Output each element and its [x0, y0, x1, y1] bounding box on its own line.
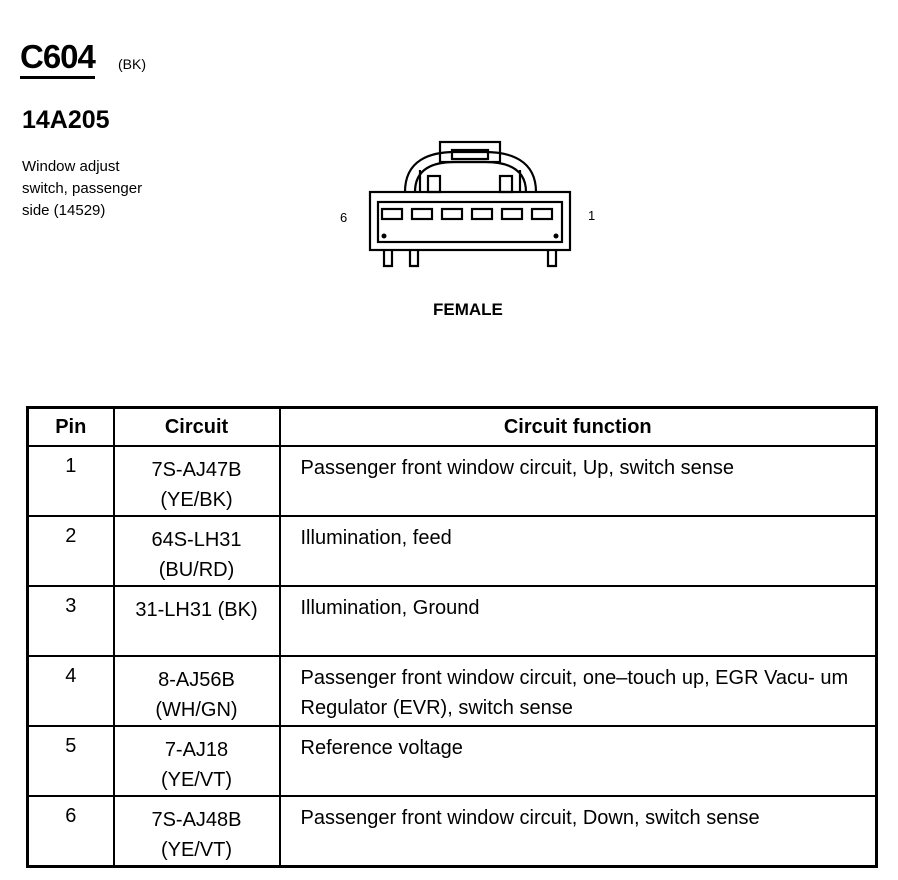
table-row	[28, 796, 877, 867]
circuit-cell	[114, 516, 280, 586]
header-circuit: Circuit	[114, 408, 280, 447]
table-row	[28, 586, 877, 656]
circuit-cell	[114, 656, 280, 726]
function-cell: Passenger front window circuit, Down, switch sense	[280, 796, 877, 867]
circuit-cell	[114, 586, 280, 656]
function-cell: Reference voltage	[280, 726, 877, 796]
connector-id: C604	[20, 38, 95, 79]
function-cell: Illumination, Ground	[280, 586, 877, 656]
pin-cell: 2	[28, 516, 114, 586]
description-line: switch, passenger	[22, 180, 143, 197]
circuit-cell	[114, 446, 280, 516]
pin-cell: 6	[28, 796, 114, 867]
circuit-code: 64S-LH31	[151, 529, 242, 551]
table-row	[28, 656, 877, 726]
function-cell: Passenger front window circuit, Up, switch sense	[280, 446, 877, 516]
circuit-color: (YE/BK)	[160, 489, 233, 511]
pinout-table	[26, 406, 878, 868]
pin-6-label: 6	[340, 210, 348, 225]
connector-face-diagram	[360, 140, 580, 270]
description-line: side (14529)	[22, 202, 106, 219]
connector-description	[22, 156, 142, 222]
circuit-cell	[114, 726, 280, 796]
circuit-code: 31-LH31 (BK)	[135, 599, 258, 621]
circuit-color: (YE/VT)	[160, 839, 233, 861]
table-header-row	[28, 408, 877, 447]
function-cell: Passenger front window circuit, one–touch up, EGR Vacu- um Regulator (EVR), switch sense	[280, 656, 877, 726]
connector-gender: FEMALE	[433, 300, 503, 319]
pin-cell: 5	[28, 726, 114, 796]
pin-cell: 4	[28, 656, 114, 726]
pin-1-label: 1	[588, 208, 596, 223]
circuit-code: 7S-AJ47B	[151, 459, 242, 481]
table-row	[28, 446, 877, 516]
table-row	[28, 726, 877, 796]
function-cell: Illumination, feed	[280, 516, 877, 586]
description-line: Window adjust	[22, 158, 120, 175]
pin-cell: 3	[28, 586, 114, 656]
part-number: 14A205	[22, 106, 110, 134]
circuit-code: 7-AJ18	[164, 739, 229, 761]
circuit-cell	[114, 796, 280, 867]
header-circuit-function: Circuit function	[280, 408, 877, 447]
circuit-color: (BU/RD)	[158, 559, 235, 581]
circuit-color: (YE/VT)	[160, 769, 233, 791]
connector-color: (BK)	[118, 56, 146, 72]
circuit-code: 7S-AJ48B	[151, 809, 242, 831]
circuit-code: 8-AJ56B	[158, 669, 235, 691]
table-row	[28, 516, 877, 586]
header-pin: Pin	[28, 408, 114, 447]
circuit-color: (WH/GN)	[155, 699, 238, 721]
pin-cell: 1	[28, 446, 114, 516]
